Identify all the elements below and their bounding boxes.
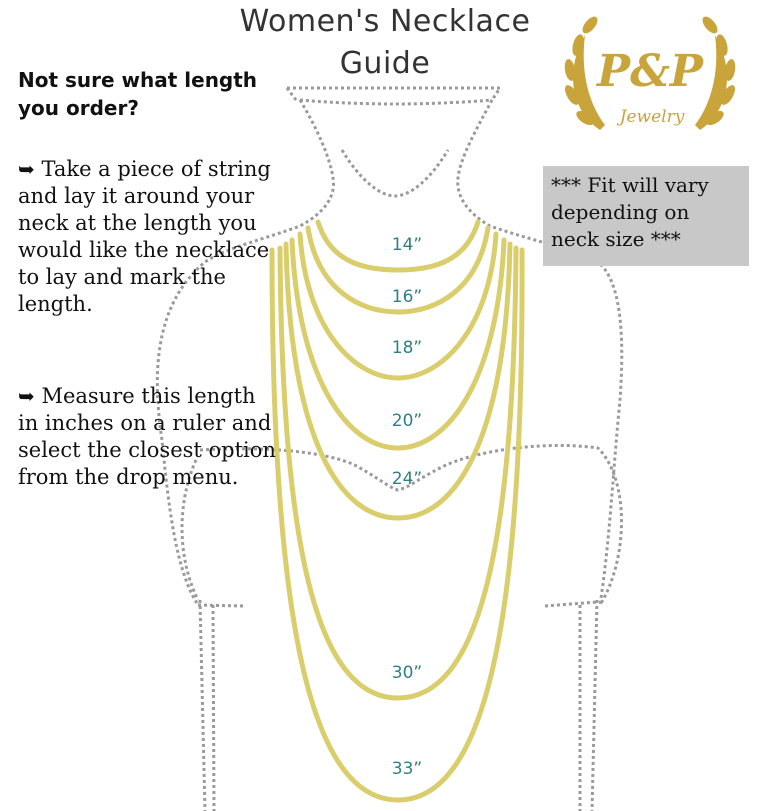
question-heading: Not sure what length you order? (18, 68, 258, 120)
page-title: Women's Necklace (239, 4, 531, 39)
length-label: 18” (391, 338, 423, 358)
length-label: 20” (391, 411, 423, 431)
length-label: 16” (391, 287, 423, 307)
fit-note: *** Fit will vary depending on neck size *** (543, 166, 749, 266)
length-label: 24” (391, 469, 423, 489)
brand-logo (562, 14, 738, 130)
arm-left-outline (198, 600, 244, 811)
step-2-text: Measure this length in inches on a ruler and select the closest option from the drop menu. (18, 384, 276, 489)
chin-outline (342, 150, 448, 196)
page-title-line2: Guide (339, 46, 431, 81)
logo-letters: P&P (597, 46, 703, 97)
arm-right-outline (545, 600, 597, 811)
length-label: 14” (391, 235, 423, 255)
length-label: 30” (391, 663, 423, 683)
chains (272, 222, 522, 800)
instruction-step-2 (18, 383, 278, 491)
arrow-icon: ➥ (18, 157, 35, 181)
collar-outline (287, 88, 500, 104)
length-label: 33” (391, 759, 423, 779)
logo-script: Jewelry (619, 107, 685, 127)
chain-33 (272, 250, 522, 800)
arrow-icon: ➥ (18, 384, 35, 408)
instruction-step-1 (18, 156, 278, 318)
step-1-text: Take a piece of string and lay it around your neck at the length you would like the necklace to lay and mark the length. (18, 157, 271, 316)
